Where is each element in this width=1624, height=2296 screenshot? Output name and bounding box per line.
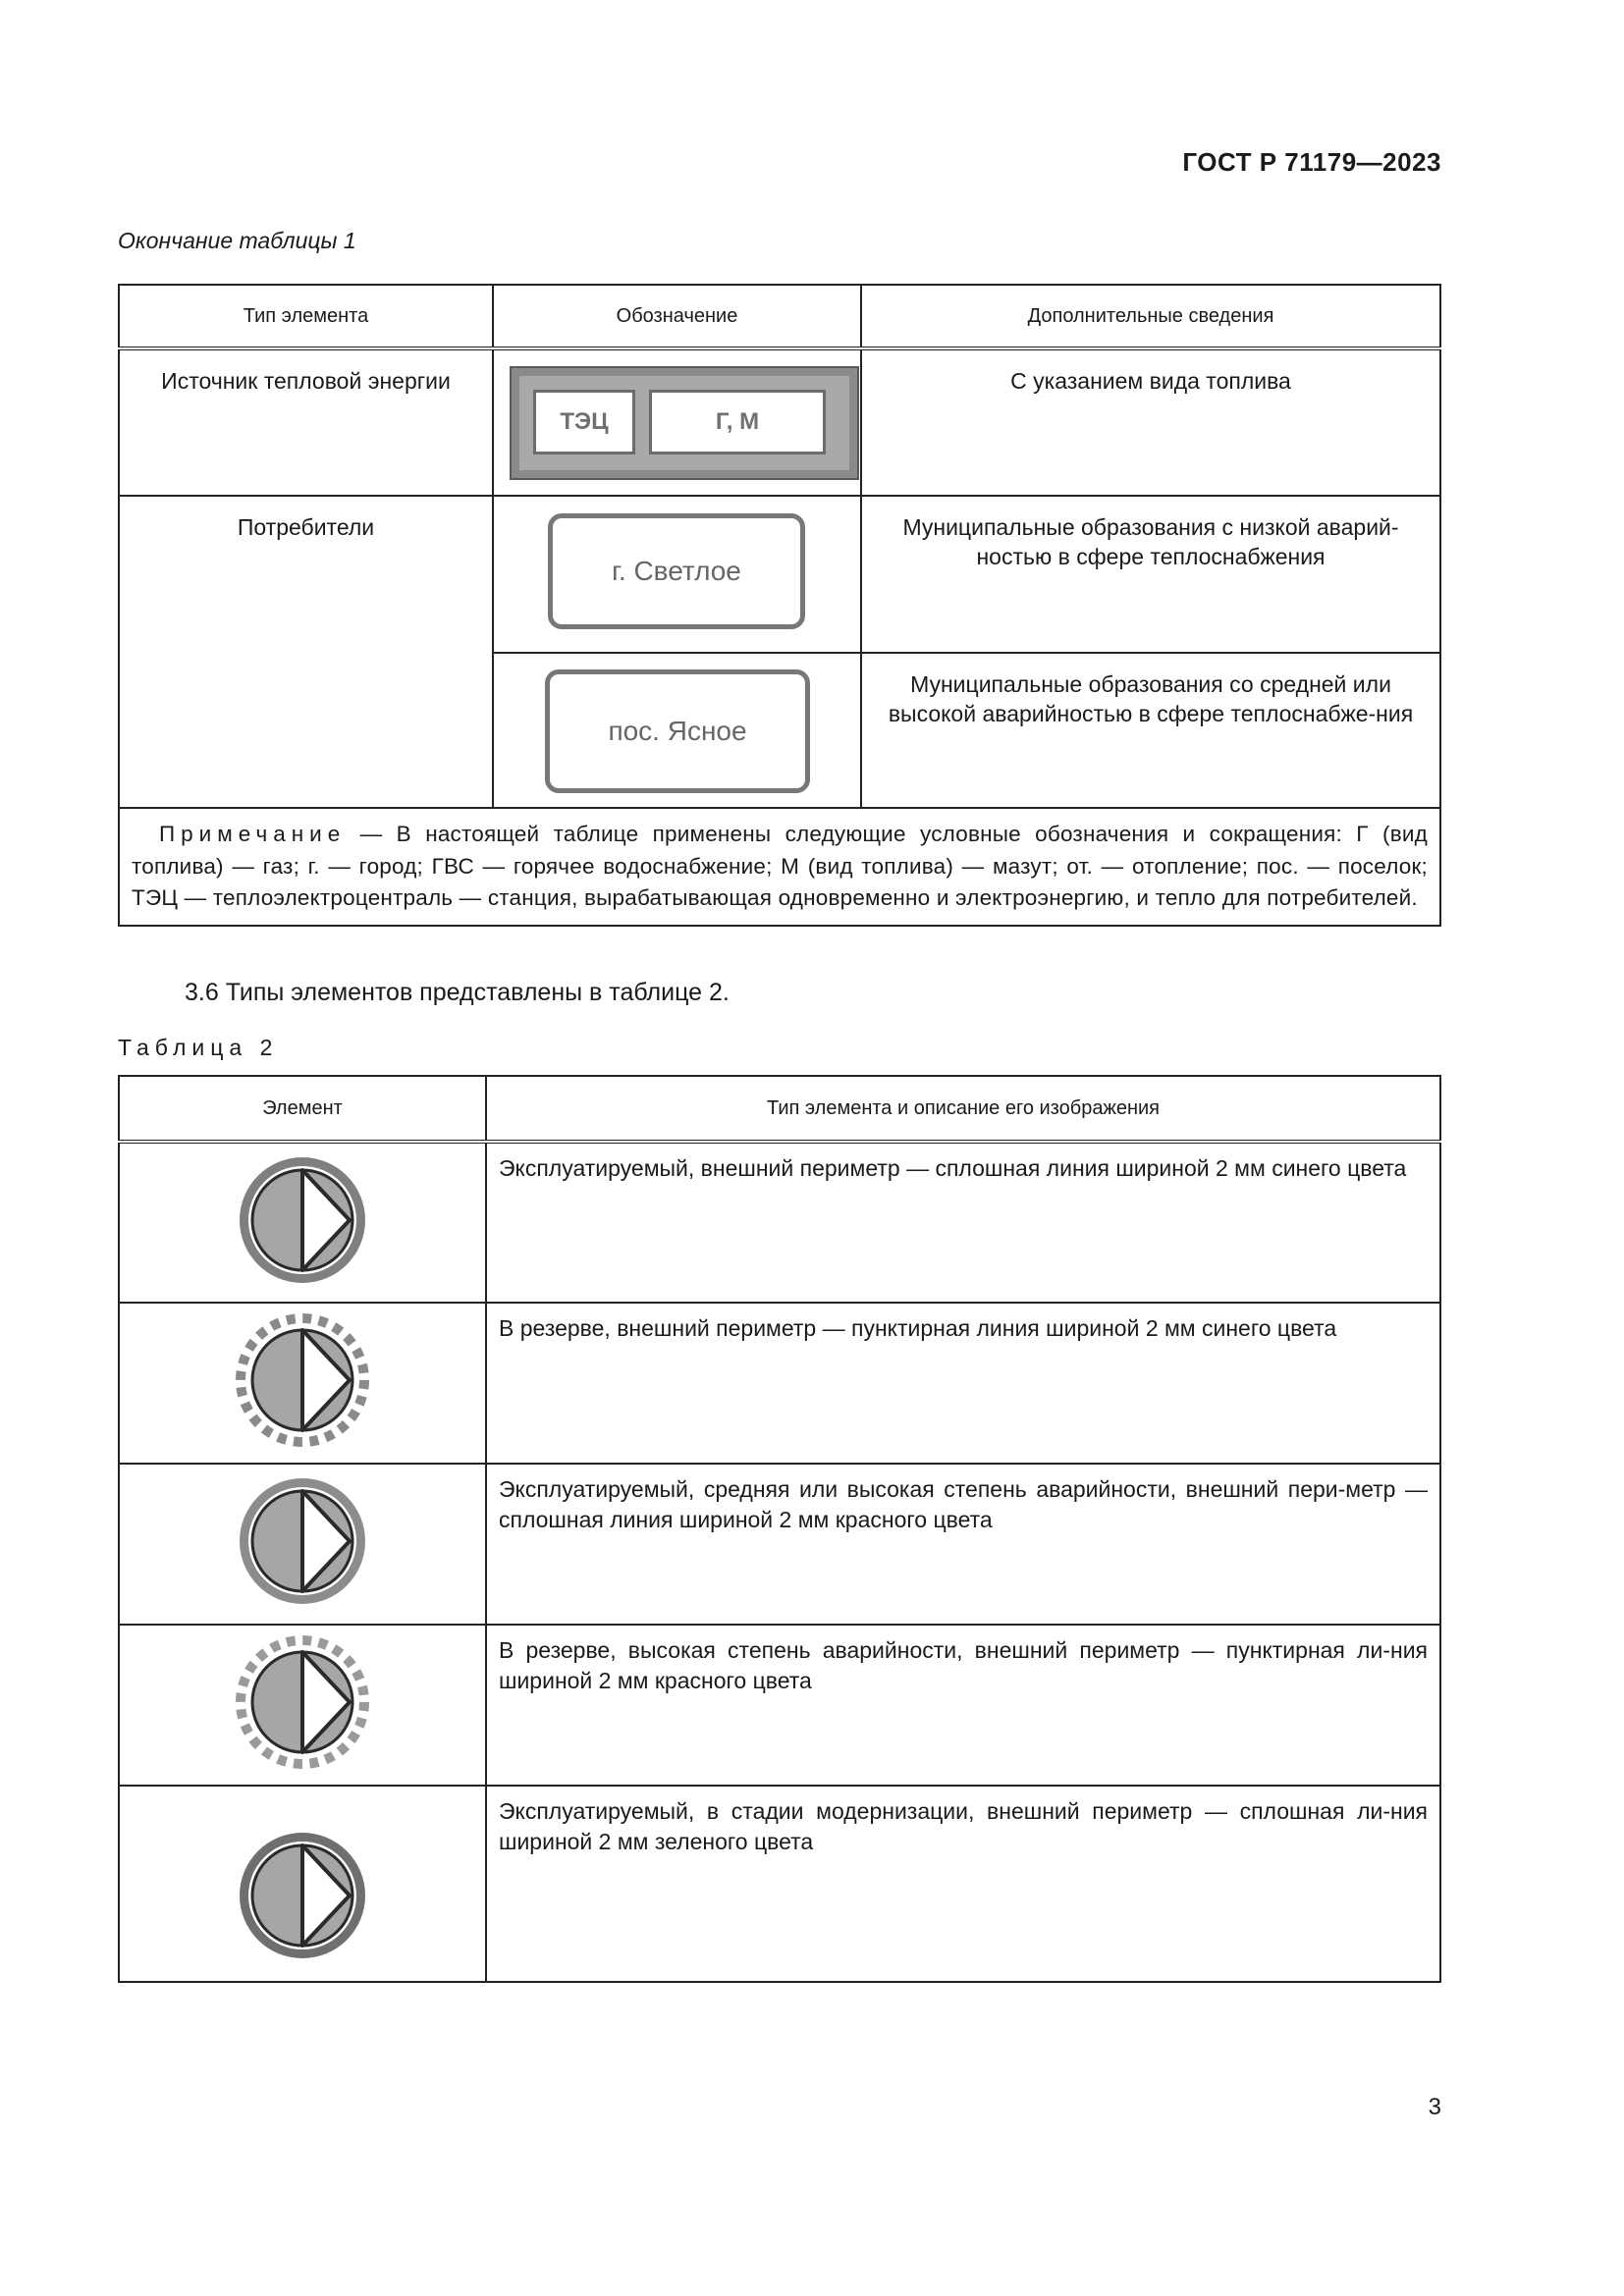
pump-solid-border-icon bbox=[234, 1472, 371, 1610]
table1-row-source bbox=[119, 348, 1440, 496]
table1-caption: Окончание таблицы 1 bbox=[118, 228, 356, 253]
element-description: Эксплуатируемый, в стадии модернизации, внешний периметр — сплошная ли-ния шириной 2 мм зеленого цвета bbox=[486, 1786, 1440, 1982]
table-1 bbox=[118, 284, 1441, 927]
element-cell bbox=[119, 1303, 486, 1464]
consumer-box-low-risk: г. Светлое bbox=[548, 513, 805, 629]
note-text: — В настоящей таблице применены следующие условные обозначения и сокращения: Г (вид топлива) — газ; г. — город; ГВС — горячее водоснабжение; М (вид топлива) — мазут; от. — отопление; пос. — поселок; ТЭЦ — теплоэлектроцентраль — станция, вырабатывающая одновременно и электроэнергию, и тепло для потребителей. bbox=[132, 822, 1428, 911]
source-info-cell: С указанием вида топлива bbox=[861, 348, 1440, 496]
pump-dashed-border-icon bbox=[234, 1633, 371, 1771]
table1-note bbox=[119, 808, 1440, 926]
element-description: Эксплуатируемый, внешний периметр — сплошная линия шириной 2 мм синего цвета bbox=[486, 1142, 1440, 1303]
consumer-info-cell: Муниципальные образования со средней или высокой аварийностью в сфере теплоснабже-ния bbox=[861, 653, 1440, 808]
source-plant-label: ТЭЦ bbox=[533, 390, 635, 454]
element-cell bbox=[119, 1464, 486, 1625]
table1-column-header: Обозначение bbox=[493, 285, 861, 348]
pump-dashed-border-icon bbox=[234, 1311, 371, 1449]
table2-column-header: Тип элемента и описание его изображения bbox=[486, 1076, 1440, 1142]
heat-source-frame bbox=[510, 366, 859, 480]
source-type-cell: Источник тепловой энергии bbox=[119, 348, 493, 496]
table1-column-header: Дополнительные сведения bbox=[861, 285, 1440, 348]
table1-column-header: Тип элемента bbox=[119, 285, 493, 348]
consumers-type-cell: Потребители bbox=[119, 496, 493, 808]
element-cell bbox=[119, 1786, 486, 1982]
consumer-symbol-cell bbox=[493, 496, 861, 653]
source-fuel-label: Г, М bbox=[649, 390, 826, 454]
note-label: Примечание bbox=[159, 822, 347, 846]
table2-row bbox=[119, 1464, 1440, 1625]
element-description: В резерве, внешний периметр — пунктирная линия шириной 2 мм синего цвета bbox=[486, 1303, 1440, 1464]
table2-row bbox=[119, 1625, 1440, 1786]
table2-column-header: Элемент bbox=[119, 1076, 486, 1142]
consumer-symbol-cell bbox=[493, 653, 861, 808]
table-2 bbox=[118, 1075, 1441, 1983]
element-cell bbox=[119, 1142, 486, 1303]
table1-header-row bbox=[119, 285, 1440, 348]
section-paragraph: 3.6 Типы элементов представлены в таблице 2. bbox=[185, 979, 730, 1006]
heat-source-symbol bbox=[493, 348, 861, 496]
consumer-box-high-risk: пос. Ясное bbox=[545, 669, 810, 793]
table2-row bbox=[119, 1142, 1440, 1303]
standard-number: ГОСТ Р 71179—2023 bbox=[1182, 147, 1441, 177]
table1-row-consumer-low bbox=[119, 496, 1440, 653]
table2-row bbox=[119, 1786, 1440, 1982]
pump-solid-border-icon bbox=[234, 1827, 371, 1964]
page-number: 3 bbox=[1428, 2094, 1441, 2120]
table2-header-row bbox=[119, 1076, 1440, 1142]
element-cell bbox=[119, 1625, 486, 1786]
table2-label: Таблица 2 bbox=[118, 1035, 279, 1060]
element-description: В резерве, высокая степень аварийности, внешний периметр — пунктирная ли-ния шириной 2 мм красного цвета bbox=[486, 1625, 1440, 1786]
pump-solid-border-icon bbox=[234, 1151, 371, 1289]
table1-note-row bbox=[119, 808, 1440, 926]
consumer-info-cell: Муниципальные образования с низкой аварий-ностью в сфере теплоснабжения bbox=[861, 496, 1440, 653]
element-description: Эксплуатируемый, средняя или высокая степень аварийности, внешний пери-метр — сплошная линия шириной 2 мм красного цвета bbox=[486, 1464, 1440, 1625]
table2-row bbox=[119, 1303, 1440, 1464]
